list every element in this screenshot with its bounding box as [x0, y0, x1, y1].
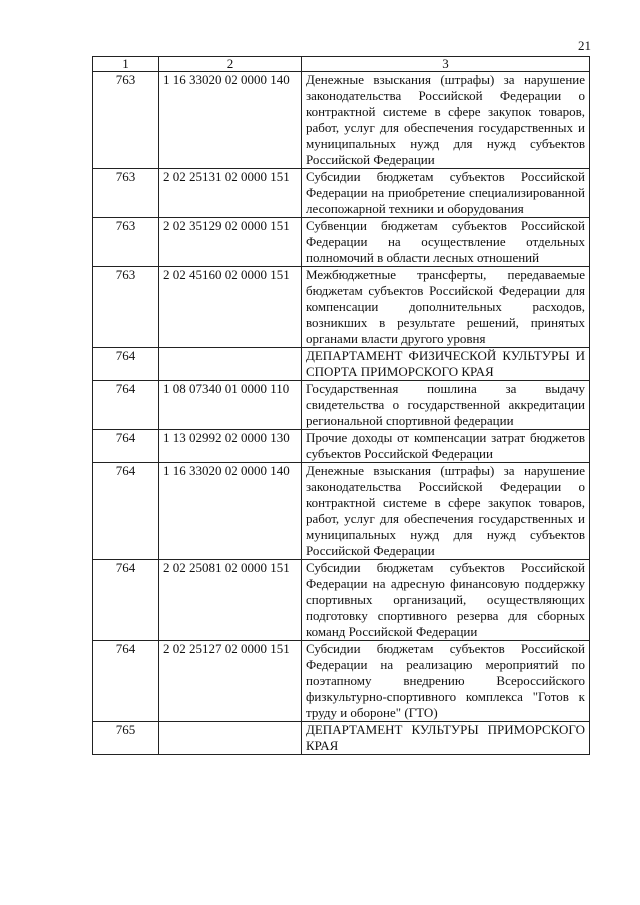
kbk-code-cell: 1 16 33020 02 0000 140	[159, 72, 302, 169]
kbk-code-cell: 2 02 35129 02 0000 151	[159, 218, 302, 267]
revenue-name-cell: Прочие доходы от компенсации затрат бюджетов субъектов Российской Федерации	[302, 430, 590, 463]
column-header-1: 1	[93, 57, 159, 72]
column-header-3: 3	[302, 57, 590, 72]
admin-code-cell: 763	[93, 267, 159, 348]
revenue-name-cell: Субсидии бюджетам субъектов Российской Федерации на адресную финансовую поддержку спортивных организаций, осуществляющих подготовку спортивного резерва для сборных команд Российской Федерации	[302, 560, 590, 641]
admin-code-cell: 764	[93, 560, 159, 641]
revenue-name-cell: Денежные взыскания (штрафы) за нарушение законодательства Российской Федерации о контрактной системе в сфере закупок товаров, работ, услуг для обеспечения государственных и муниципальных нужд для нужд субъектов Российской Федерации	[302, 463, 590, 560]
admin-code-cell: 764	[93, 641, 159, 722]
kbk-code-cell	[159, 348, 302, 381]
table-row	[93, 381, 590, 430]
kbk-code-cell: 2 02 25127 02 0000 151	[159, 641, 302, 722]
revenue-name-cell: Межбюджетные трансферты, передаваемые бюджетам субъектов Российской Федерации для компенсации дополнительных расходов, возникших в результате решений, принятых органами власти другого уровня	[302, 267, 590, 348]
kbk-code-cell: 2 02 25081 02 0000 151	[159, 560, 302, 641]
kbk-code-cell	[159, 722, 302, 755]
table-header-row	[93, 57, 590, 72]
table-row	[93, 430, 590, 463]
admin-code-cell: 764	[93, 381, 159, 430]
table-row	[93, 463, 590, 560]
revenue-name-cell: Субсидии бюджетам субъектов Российской Федерации на реализацию мероприятий по поэтапному внедрению Всероссийского физкультурно-спортивного комплекса "Готов к труду и обороне" (ГТО)	[302, 641, 590, 722]
kbk-code-cell: 1 08 07340 01 0000 110	[159, 381, 302, 430]
kbk-code-cell: 1 13 02992 02 0000 130	[159, 430, 302, 463]
admin-code-cell: 764	[93, 348, 159, 381]
table-row	[93, 218, 590, 267]
department-row	[93, 348, 590, 381]
revenue-name-cell: Денежные взыскания (штрафы) за нарушение законодательства Российской Федерации о контрактной системе в сфере закупок товаров, работ, услуг для обеспечения государственных и муниципальных нужд для нужд субъектов Российской Федерации	[302, 72, 590, 169]
department-row	[93, 722, 590, 755]
revenue-name-cell: Государственная пошлина за выдачу свидетельства о государственной аккредитации региональной спортивной федерации	[302, 381, 590, 430]
admin-code-cell: 764	[93, 463, 159, 560]
admin-code-cell: 765	[93, 722, 159, 755]
budget-classification-table	[92, 56, 590, 755]
table-row	[93, 641, 590, 722]
department-name-cell: ДЕПАРТАМЕНТ ФИЗИЧЕСКОЙ КУЛЬТУРЫ И СПОРТА ПРИМОРСКОГО КРАЯ	[302, 348, 590, 381]
revenue-name-cell: Субсидии бюджетам субъектов Российской Федерации на приобретение специализированной лесопожарной техники и оборудования	[302, 169, 590, 218]
table-row	[93, 560, 590, 641]
admin-code-cell: 763	[93, 218, 159, 267]
revenue-name-cell: Субвенции бюджетам субъектов Российской Федерации на осуществление отдельных полномочий в области лесных отношений	[302, 218, 590, 267]
column-header-2: 2	[159, 57, 302, 72]
admin-code-cell: 764	[93, 430, 159, 463]
admin-code-cell: 763	[93, 169, 159, 218]
page-number: 21	[578, 38, 591, 53]
table-row	[93, 267, 590, 348]
kbk-code-cell: 2 02 45160 02 0000 151	[159, 267, 302, 348]
department-name-cell: ДЕПАРТАМЕНТ КУЛЬТУРЫ ПРИМОРСКОГО КРАЯ	[302, 722, 590, 755]
table-row	[93, 72, 590, 169]
admin-code-cell: 763	[93, 72, 159, 169]
table-row	[93, 169, 590, 218]
kbk-code-cell: 1 16 33020 02 0000 140	[159, 463, 302, 560]
kbk-code-cell: 2 02 25131 02 0000 151	[159, 169, 302, 218]
